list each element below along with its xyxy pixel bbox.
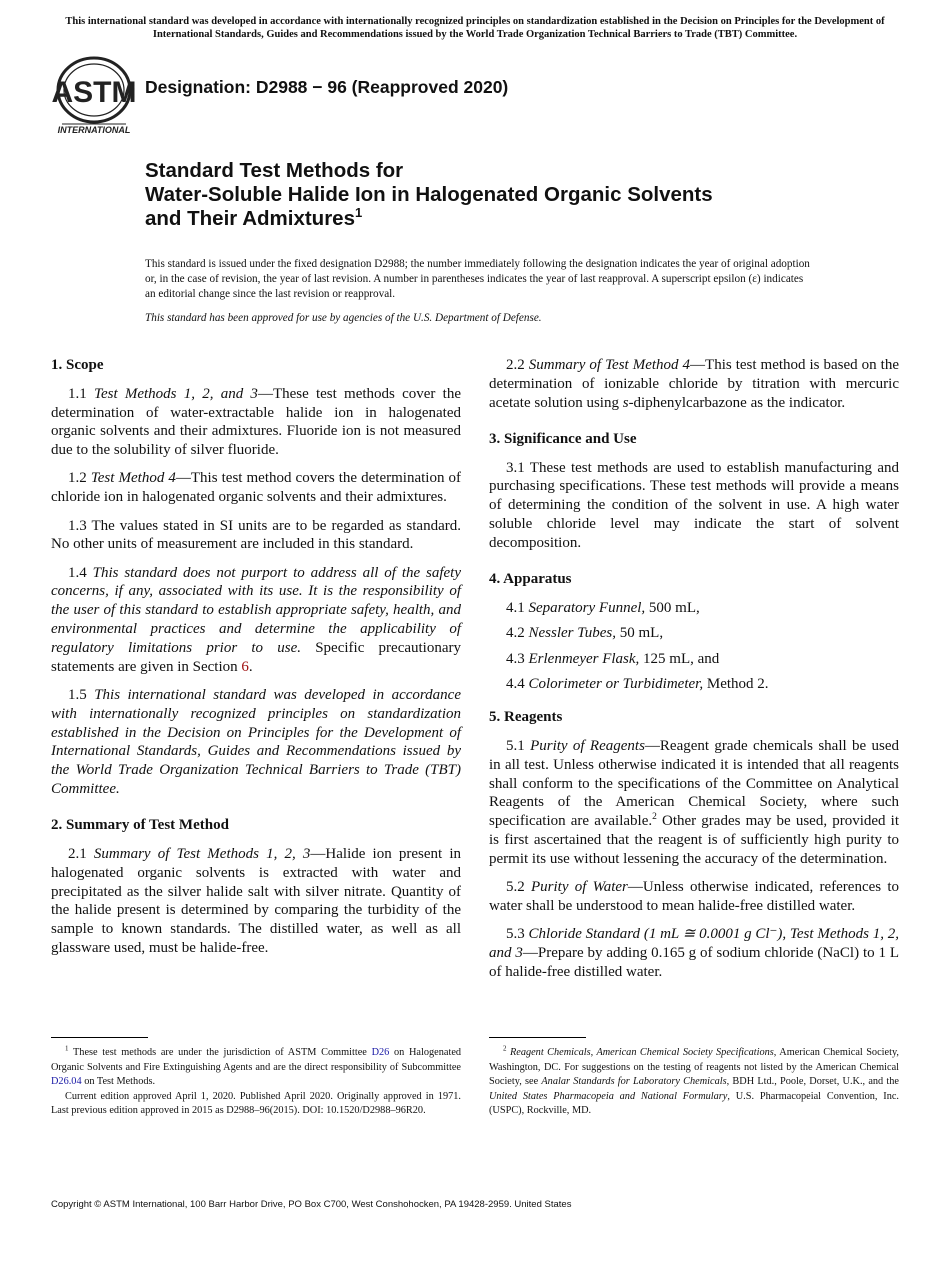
paragraph-5-1 — [489, 737, 899, 869]
apparatus-item — [489, 624, 899, 643]
paragraph-3-1: 3.1 These test methods are used to establish manufacturing and purchasing specifications. These test methods will provide a means of determining the condition of the solvent in use. A high water soluble chloride level may indicate the start of solvent decomposition. — [489, 459, 899, 551]
footnote-2 — [489, 1046, 899, 1119]
para-text: —Halide ion present in halogenated organic solvents is extracted with water and precipitated as the silver halide salt with silver nitrate. Quantity of the halide present is determined by comparing the turbidity of the sample to known standards. The distilled water, as well as all glassware used, must be halide-free. — [51, 846, 462, 957]
para-text: —These test methods cover the determination of water-extractable halide ion in halogenated organic solvents and their admixtures. Fluoride ion is not measured due to the solubility of silver fluoride. — [51, 385, 461, 459]
apparatus-spec: Method 2. — [706, 675, 769, 692]
paragraph-5-3 — [489, 925, 899, 981]
paragraph-1-5 — [51, 686, 461, 799]
paragraph-1-4: 1.4 This standard does not purport to address all of the safety concerns, if any, associated with its use. It is the responsibility of the user of this standard to establish appropriate safety, health, and environmental practices and determine the applicability of regulatory limitations prior to use. Specific precautionary statements are given in Section 6. — [51, 564, 462, 675]
apparatus-spec: 125 mL, and — [643, 650, 720, 667]
footnote-divider-left — [51, 1037, 148, 1038]
para-title: Chloride Standard (1 mL ≅ 0.0001 g Cl⁻), Test Methods 1, 2, and 3 — [489, 926, 900, 961]
para-title: Summary of Test Method 4 — [528, 357, 691, 373]
paragraph-1-1 — [51, 385, 461, 460]
footnote-italic: Analar Standards for Laboratory Chemicals — [541, 1076, 727, 1088]
footnote-2-mark[interactable]: 2 — [652, 812, 657, 823]
para-text: -diphenylcarbazone as the indicator. — [628, 394, 846, 411]
title-footnote-mark[interactable]: 1 — [354, 205, 363, 221]
para-title: Summary of Test Methods 1, 2, 3 — [93, 846, 311, 863]
para-number: 5.2 — [506, 879, 525, 896]
committee-d26-link[interactable]: D26 — [371, 1047, 390, 1058]
issuance-statement: This standard is issued under the fixed designation D2988; the number immediately following the designation indicates the year of original adoption or, in the case of revision, the year of last revision. A number in parentheses indicates the year of last reapproval. A superscript epsilon (ε) indicates an editorial change since the last revision or reapproval. — [145, 258, 810, 300]
footnote-1-text — [51, 1046, 461, 1090]
para-title: Test Method 4 — [90, 470, 176, 487]
dod-approval-note: This standard has been approved for use by agencies of the U.S. Department of Defense. — [145, 312, 542, 324]
footnote-2-text — [489, 1046, 899, 1119]
logo-wordmark: ASTM — [52, 76, 136, 109]
logo-caption: INTERNATIONAL — [57, 125, 131, 135]
para-text-italic: This standard does not purport to address all of the safety concerns, if any, associated with its use. It is the responsibility of the user of this standard to establish appropriate safety, health, and environmental practices and determine the applicability of regulatory limitations prior to use. — [51, 564, 462, 656]
para-number: 4.4 — [506, 675, 525, 692]
section-heading-summary: 2. Summary of Test Method — [51, 817, 229, 834]
apparatus-spec: 50 mL, — [619, 625, 664, 642]
footnote-text: on Halogenated Organic Solvents and Fire Extinguishing Agents and are the direct responsibility of Subcommittee — [51, 1047, 462, 1073]
para-title: Purity of Water — [530, 879, 628, 896]
astm-logo — [52, 56, 136, 136]
footnote-text: , U.S. Pharmacopeial Convention, Inc. (USPC), Rockville, MD. — [489, 1090, 899, 1117]
para-number: 1.5 — [68, 686, 87, 703]
para-number: 1.1 — [68, 385, 87, 402]
apparatus-name: Separatory Funnel, — [528, 599, 646, 616]
footnote-1 — [51, 1046, 461, 1119]
para-number: 1.4 — [68, 564, 87, 581]
edition-note: Current edition approved April 1, 2020. Published April 2020. Originally approved in 1971. Last previous edition approved in 2015 as D2988–96(2015). DOI: 10.1520/D2988–96R20. — [51, 1090, 461, 1117]
para-number: 5.1 — [506, 737, 525, 754]
apparatus-name: Nessler Tubes, — [528, 625, 617, 642]
paragraph-2-2 — [489, 356, 899, 412]
para-number: 2.1 — [68, 846, 87, 863]
apparatus-item — [489, 599, 899, 618]
para-text: —This test method covers the determination of chloride ion in halogenated organic solvents and their admixtures. — [51, 470, 462, 506]
para-number: 1.2 — [68, 470, 87, 487]
footnote-text: , American Chemical Society, Washington, DC. For suggestions on the testing of reagents not listed by the American Chemical Society, see — [489, 1047, 899, 1088]
footnote-divider-right — [489, 1037, 586, 1038]
footnote-italic: Reagent Chemicals, American Chemical Society Specifications — [509, 1047, 774, 1058]
para-text: —Prepare by adding 0.165 g of sodium chloride (NaCl) to 1 L of halide-free distilled water. — [489, 944, 899, 980]
footnote-mark: 1 — [65, 1044, 69, 1053]
title-line-1: Standard Test Methods for — [145, 159, 404, 182]
section-heading-significance: 3. Significance and Use — [489, 430, 637, 447]
para-text-italic: This international standard was developed in accordance with internationally recognized principles on standardization established in the Decision on Principles for the Development of International Standards, Guides and Recommendations issued by the World Trade Organization Technical Barriers to Trade (TBT) Committee. — [51, 686, 461, 797]
apparatus-name: Erlenmeyer Flask, — [528, 650, 640, 667]
footnote-italic: United States Pharmacopeia and National Formulary — [489, 1090, 728, 1102]
para-title: Purity of Reagents — [530, 737, 645, 754]
apparatus-name: Colorimeter or Turbidimeter, — [528, 675, 704, 692]
para-number: 4.3 — [506, 650, 525, 667]
paragraph-1-3: 1.3 The values stated in SI units are to be regarded as standard. No other units of measurement are included in this standard. — [51, 517, 461, 553]
para-text: —This test method is based on the determination of ionizable chloride by titration with mercuric acetate solution using — [489, 357, 899, 411]
footnote-text: on Test Methods. — [84, 1076, 156, 1088]
footnote-text: , BDH Ltd., Poole, Dorset, U.K., and the — [726, 1076, 899, 1088]
left-column — [51, 356, 461, 967]
para-number: 4.2 — [506, 625, 525, 642]
copyright-line: Copyright © ASTM International, 100 Barr Harbor Drive, PO Box C700, West Conshohocken, PA 19428-2959. United States — [51, 1199, 572, 1210]
para-text: Other grades may be used, provided it is first ascertained that the reagent is of sufficiently high purity to permit its use without lessening the accuracy of the determination. — [489, 813, 900, 867]
footnote-mark: 2 — [503, 1044, 507, 1053]
para-number: 5.3 — [506, 926, 525, 943]
para-number: 4.1 — [506, 599, 525, 616]
section-heading-scope: 1. Scope — [51, 357, 104, 373]
tbt-notice: This international standard was developed in accordance with internationally recognized principles on standardization established in the Decision on Principles for the Development of International Standards, Guides and Recommendations issued by the World Trade Organization Technical Barriers to Trade (TBT) Committee. — [65, 16, 885, 40]
right-column — [489, 356, 899, 991]
para-text: —Unless otherwise indicated, references to water shall be understood to mean halide-free distilled water. — [489, 879, 899, 914]
para-text-italic: s — [622, 394, 629, 411]
para-text: Specific precautionary statements are given in Section — [51, 639, 462, 675]
para-title: Test Methods 1, 2, and 3 — [93, 385, 258, 402]
footnote-text: These test methods are under the jurisdiction of ASTM Committee — [73, 1047, 367, 1058]
para-number: 2.2 — [506, 357, 525, 373]
paragraph-2-1 — [51, 845, 461, 958]
designation: Designation: D2988 − 96 (Reapproved 2020) — [145, 77, 509, 97]
document-title — [145, 159, 845, 231]
paragraph-1-2 — [51, 469, 461, 507]
apparatus-spec: 500 mL, — [648, 599, 700, 616]
para-text: —Reagent grade chemicals shall be used in all test. Unless otherwise indicated it is intended that all reagents shall conform to the specifications of the Committee on Analytical Reagents of the American Chemical Society, where such specification are available. — [489, 737, 899, 830]
title-line-2: Water-Soluble Halide Ion in Halogenated Organic Solvents — [145, 183, 713, 206]
section-heading-reagents: 5. Reagents — [489, 709, 563, 726]
apparatus-item — [489, 650, 899, 669]
subcommittee-d26-04-link[interactable]: D26.04 — [51, 1076, 82, 1088]
apparatus-item — [489, 675, 899, 694]
section-heading-apparatus: 4. Apparatus — [489, 571, 572, 588]
section-6-link[interactable]: 6 — [241, 658, 249, 675]
paragraph-5-2 — [489, 878, 899, 916]
title-line-3: and Their Admixtures — [145, 207, 355, 230]
